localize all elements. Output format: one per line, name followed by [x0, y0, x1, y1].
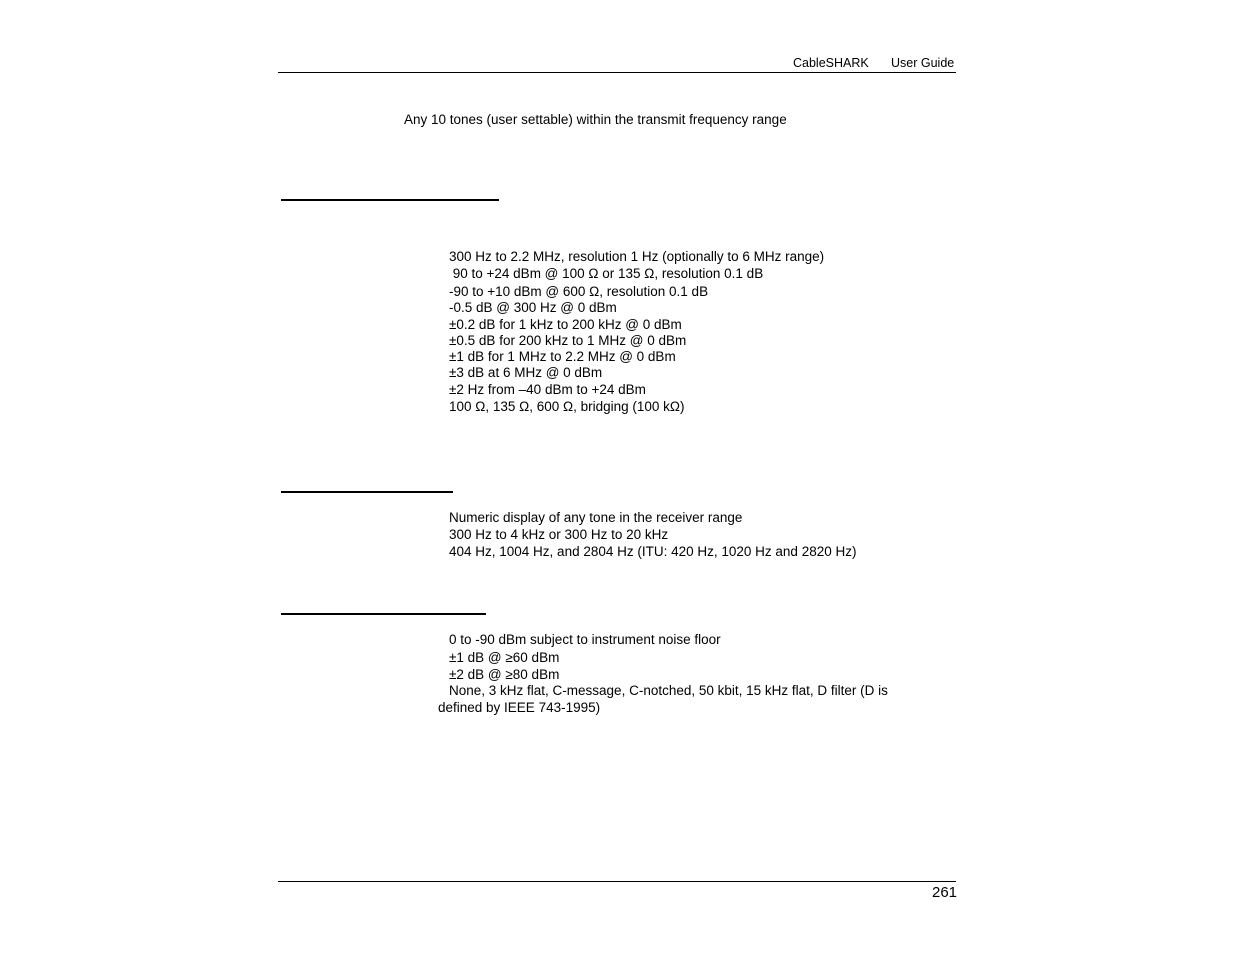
section3-heading-rule	[281, 613, 486, 615]
section3-line: ±1 dB @ ≥60 dBm	[449, 650, 560, 665]
section3-line: 0 to -90 dBm subject to instrument noise floor	[449, 632, 721, 647]
section3-line: ±2 dB @ ≥80 dBm	[449, 667, 560, 682]
header-product-name: CableSHARK	[793, 56, 869, 70]
section1-heading-rule	[281, 199, 499, 201]
intro-tones-text: Any 10 tones (user settable) within the transmit frequency range	[404, 112, 787, 127]
section3-continuation: defined by IEEE 743-1995)	[438, 700, 601, 715]
section3-line: None, 3 kHz flat, C-message, C-notched, 50 kbit, 15 kHz flat, D filter (D is	[449, 683, 888, 698]
section1-line: ±3 dB at 6 MHz @ 0 dBm	[449, 365, 603, 380]
section1-line: 90 to +24 dBm @ 100 Ω or 135 Ω, resolution 0.1 dB	[449, 266, 764, 281]
section1-line: ±0.5 dB for 200 kHz to 1 MHz @ 0 dBm	[449, 333, 687, 348]
footer-rule	[278, 881, 956, 882]
section1-line: 100 Ω, 135 Ω, 600 Ω, bridging (100 kΩ)	[449, 399, 685, 414]
header-rule	[278, 72, 956, 73]
section2-line: 300 Hz to 4 kHz or 300 Hz to 20 kHz	[449, 527, 669, 542]
section1-line: -0.5 dB @ 300 Hz @ 0 dBm	[449, 300, 617, 315]
section1-line: ±2 Hz from –40 dBm to +24 dBm	[449, 382, 646, 397]
section2-line: 404 Hz, 1004 Hz, and 2804 Hz (ITU: 420 Hz, 1020 Hz and 2820 Hz)	[449, 544, 857, 559]
section1-line: ±1 dB for 1 MHz to 2.2 MHz @ 0 dBm	[449, 349, 676, 364]
section2-heading-rule	[281, 491, 453, 493]
section1-line: ±0.2 dB for 1 kHz to 200 kHz @ 0 dBm	[449, 317, 682, 332]
section1-line: 300 Hz to 2.2 MHz, resolution 1 Hz (optionally to 6 MHz range)	[449, 249, 825, 264]
section2-line: Numeric display of any tone in the receiver range	[449, 510, 743, 525]
section1-line: -90 to +10 dBm @ 600 Ω, resolution 0.1 dB	[449, 284, 709, 299]
header-doc-title: User Guide	[891, 56, 955, 70]
page-number: 261	[932, 884, 958, 901]
